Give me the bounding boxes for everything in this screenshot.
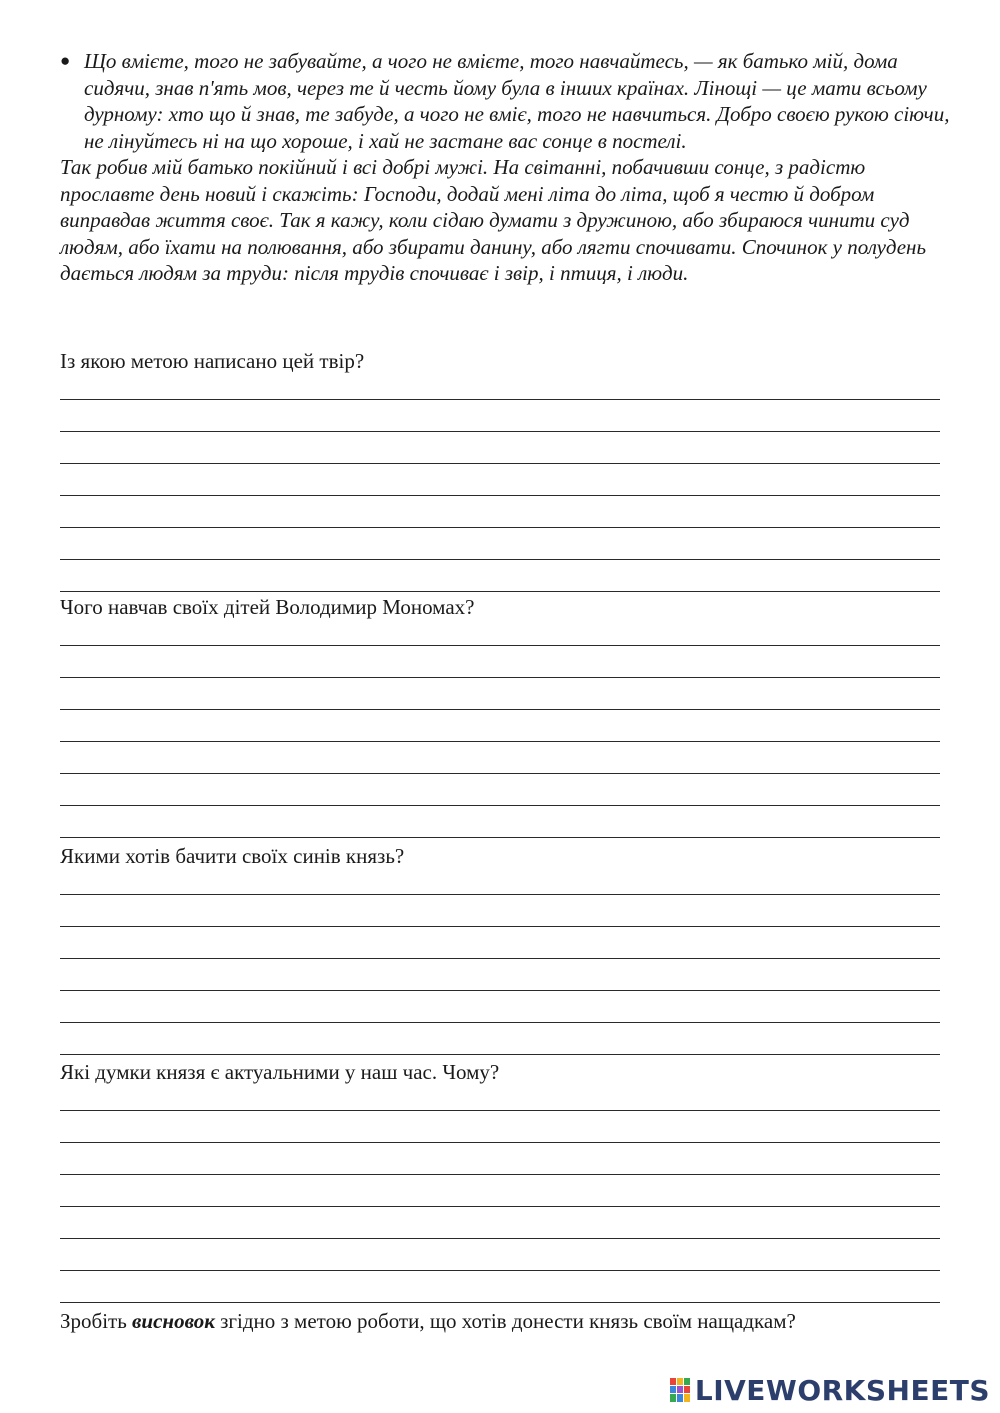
answer-line[interactable] [60, 399, 940, 400]
bullet-paragraph: Що вмієте, того не забувайте, а чого не вмієте, того навчайтесь, — як батько мій, дома сидячи, знав п'ять мов, через те й честь йому була в інших країнах. Лінощі — це мати всьому дурному: хто що й знав, те забуде, а чого не вміє, того не навчиться. Добро своєю рукою сіючи, не лінуйтесь ні на що хороше, і хай не застане вас сонце в постелі. [84, 49, 950, 153]
answer-line[interactable] [60, 463, 940, 464]
answer-line[interactable] [60, 1302, 940, 1303]
bullet-item [60, 48, 960, 154]
answer-line[interactable] [60, 495, 940, 496]
conclusion-text-end: згідно з метою роботи, що хотів донести князь своїм нащадкам? [214, 1309, 796, 1333]
answer-line[interactable] [60, 837, 940, 838]
answer-line[interactable] [60, 709, 940, 710]
answer-line[interactable] [60, 527, 940, 528]
answer-line[interactable] [60, 559, 940, 560]
answer-line[interactable] [60, 1238, 940, 1239]
answer-line[interactable] [60, 926, 940, 927]
answer-line[interactable] [60, 805, 940, 806]
excerpt-paragraph: Так робив мій батько покійний і всі добрі мужі. На світанні, побачивши сонце, з радістю прославте день новий і скажіть: Господи, додай мені літа до літа, щоб я честю й добром виправдав життя своє. Так я кажу, коли сідаю думати з дружиною, або збираюся чинити суд людям, або їхати на полювання, або збирати данину, або лягти спочивати. Спочинок у полудень дається людям за труди: після трудів спочиває і звір, і птиця, і люди. [60, 155, 927, 285]
answer-line[interactable] [60, 677, 940, 678]
liveworksheets-logo-icon [669, 1377, 691, 1403]
answer-line[interactable] [60, 773, 940, 774]
bullet-icon: ● [60, 51, 71, 70]
question-4: Які думки князя є актуальними у наш час. Чому? [60, 1060, 500, 1084]
answer-line[interactable] [60, 645, 940, 646]
answer-line[interactable] [60, 894, 940, 895]
brand-name: LIVEWORKSHEETS [694, 1373, 990, 1407]
answer-line[interactable] [60, 1022, 940, 1023]
answer-line[interactable] [60, 1054, 940, 1055]
reading-excerpt [60, 48, 960, 287]
answer-line[interactable] [60, 1174, 940, 1175]
answer-line[interactable] [60, 990, 940, 991]
answer-line[interactable] [60, 1142, 940, 1143]
answer-line[interactable] [60, 1110, 940, 1111]
liveworksheets-logo [669, 1373, 990, 1407]
answer-line[interactable] [60, 741, 940, 742]
conclusion-emphasis: висновок [132, 1309, 215, 1333]
answer-line[interactable] [60, 591, 940, 592]
answer-line[interactable] [60, 1270, 940, 1271]
conclusion-text-start: Зробіть [60, 1309, 133, 1333]
answer-line[interactable] [60, 958, 940, 959]
question-1: Із якою метою написано цей твір? [60, 349, 365, 373]
question-3: Якими хотів бачити своїх синів князь? [60, 844, 405, 868]
question-2: Чого навчав своїх дітей Володимир Мономах? [60, 595, 475, 619]
conclusion-prompt [60, 1308, 796, 1334]
answer-line[interactable] [60, 1206, 940, 1207]
answer-line[interactable] [60, 431, 940, 432]
